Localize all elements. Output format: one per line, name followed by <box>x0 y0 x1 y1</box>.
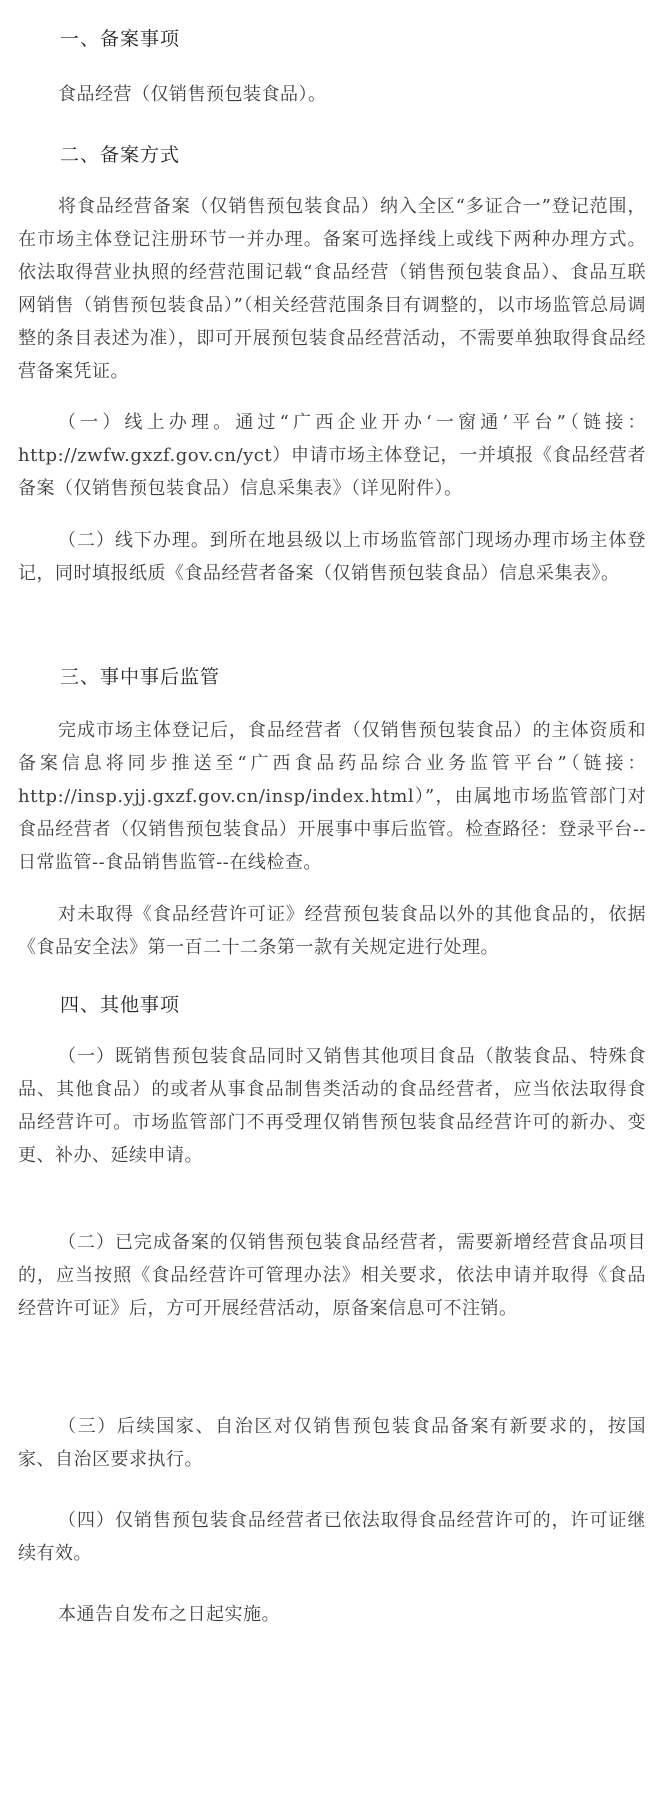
paragraph-other-4: （四）仅销售预包装食品经营者已依法取得食品经营许可的，许可证继续有效。 <box>18 1510 646 1564</box>
section-heading-filing-method: 二、备案方式 <box>60 144 181 166</box>
paragraph-other-3: （三）后续国家、自治区对仅销售预包装食品备案有新要求的，按国家、自治区要求执行。 <box>18 1416 646 1470</box>
paragraph-filing-items: 食品经营（仅销售预包装食品）。 <box>58 84 327 105</box>
paragraph-other-2: （二）已完成备案的仅销售预包装食品经营者，需要新增经营食品项目的，应当按照《食品经营许可管理办法》相关要求，依法申请并取得《食品经营许可证》后，方可开展经营活动，原备案信息可不注销。 <box>18 1232 646 1319</box>
section-heading-other-matters: 四、其他事项 <box>60 994 181 1016</box>
paragraph-supervision-main: 完成市场主体登记后，食品经营者（仅销售预包装食品）的主体资质和备案信息将同步推送至“广西食品药品综合业务监管平台”（链接：http://insp.yjj.gxzf.gov.cn/insp/index.html）”，由属地市场监管部门对食品经营者（仅销售预包装食品）开展事中事后监管。检查路径：登录平台--日常监管--食品销售监管--在线检查。 <box>18 720 646 873</box>
section-heading-supervision: 三、事中事后监管 <box>60 666 221 688</box>
paragraph-online-processing: （一）线上办理。通过“广西企业开办‘一窗通’平台”（链接：http://zwfw.gxzf.gov.cn/yct）申请市场主体登记，一并填报《食品经营者备案（仅销售预包装食品）信息采集表》（详见附件）。 <box>18 412 646 499</box>
paragraph-other-1: （一）既销售预包装食品同时又销售其他项目食品（散装食品、特殊食品、其他食品）的或者从事食品制售类活动的食品经营者，应当依法取得食品经营许可。市场监管部门不再受理仅销售预包装食品经营许可的新办、变更、补办、延续申请。 <box>18 1046 646 1166</box>
paragraph-offline-processing: （二）线下办理。到所在地县级以上市场监管部门现场办理市场主体登记，同时填报纸质《食品经营者备案（仅销售预包装食品）信息采集表》。 <box>18 530 646 584</box>
section-heading-filing-items: 一、备案事项 <box>60 28 181 50</box>
closing-statement: 本通告自发布之日起实施。 <box>58 1604 280 1625</box>
paragraph-supervision-penalty: 对未取得《食品经营许可证》经营预包装食品以外的其他食品的，依据《食品安全法》第一百二十二条第一款有关规定进行处理。 <box>18 904 646 958</box>
paragraph-filing-method-intro: 将食品经营备案（仅销售预包装食品）纳入全区“多证合一”登记范围，在市场主体登记注册环节一并办理。备案可选择线上或线下两种办理方式。依法取得营业执照的经营范围记载“食品经营（销售预包装食品）、食品互联网销售（销售预包装食品）”（相关经营范围条目有调整的，以市场监管总局调整的条目表述为准），即可开展预包装食品经营活动，不需要单独取得食品经营备案凭证。 <box>18 196 646 382</box>
